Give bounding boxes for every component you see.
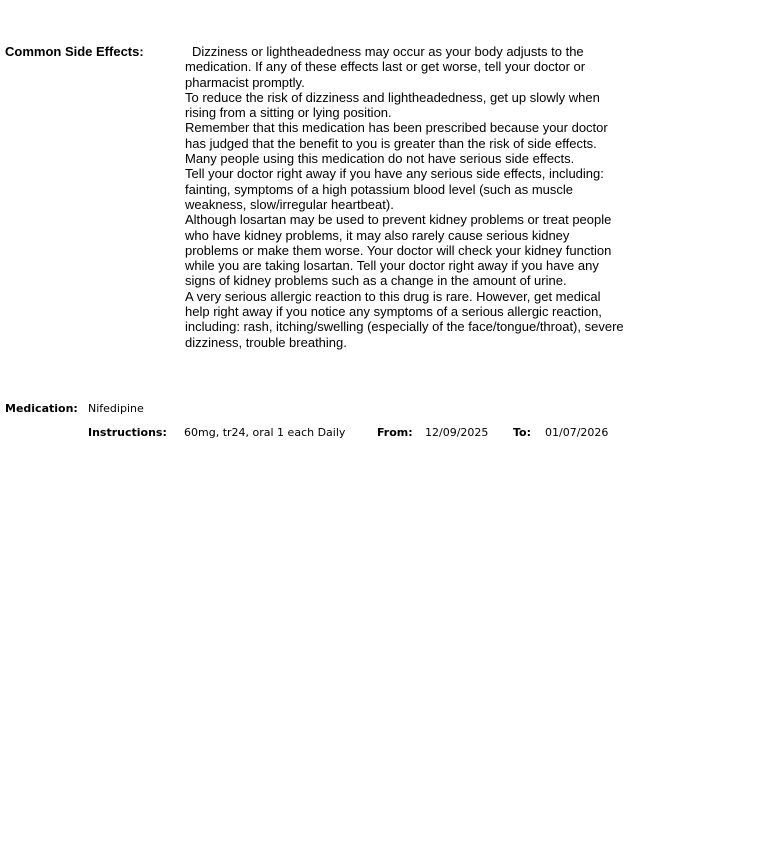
common-side-effects-label: Common Side Effects: [5, 44, 144, 59]
to-date: 01/07/2026 [545, 426, 609, 439]
from-label: From: [377, 426, 413, 439]
common-side-effects-text [185, 44, 625, 350]
to-label: To: [513, 426, 531, 439]
side-effect-paragraph: To reduce the risk of dizziness and lightheadedness, get up slowly when rising from a sitting or lying position. [185, 89, 600, 121]
medication-label: Medication: [5, 402, 78, 415]
from-date: 12/09/2025 [425, 426, 489, 439]
side-effect-paragraph: Remember that this medication has been prescribed because your doctor has judged that the benefit to you is greater than the risk of side effects. Many people using this medication do not have serious side effects. [185, 120, 608, 167]
side-effect-paragraph: Although losartan may be used to prevent kidney problems or treat people who have kidney problems, it may also rarely cause serious kidney problems or make them worse. Your doctor will check your kidney function while you are taking losartan. Tell your doctor right away if you have any signs of kidney problems such as a change in the amount of urine. [185, 212, 612, 289]
medication-name: Nifedipine [88, 402, 144, 415]
instructions-value: 60mg, tr24, oral 1 each Daily [184, 426, 346, 439]
instructions-label: Instructions: [88, 426, 167, 439]
side-effect-paragraph: Dizziness or lightheadedness may occur as your body adjusts to the medication. If any of these effects last or get worse, tell your doctor or pharmacist promptly. [185, 44, 586, 90]
side-effect-paragraph: Tell your doctor right away if you have any serious side effects, including: fainting, symptoms of a high potassium blood level (such as muscle weakness, slow/irregular heartbeat). [185, 166, 604, 212]
side-effect-paragraph: A very serious allergic reaction to this drug is rare. However, get medical help right away if you notice any symptoms of a serious allergic reaction, including: rash, itching/swelling (especially of the face/tongue/throat), severe dizziness, trouble breathing. [185, 288, 624, 350]
